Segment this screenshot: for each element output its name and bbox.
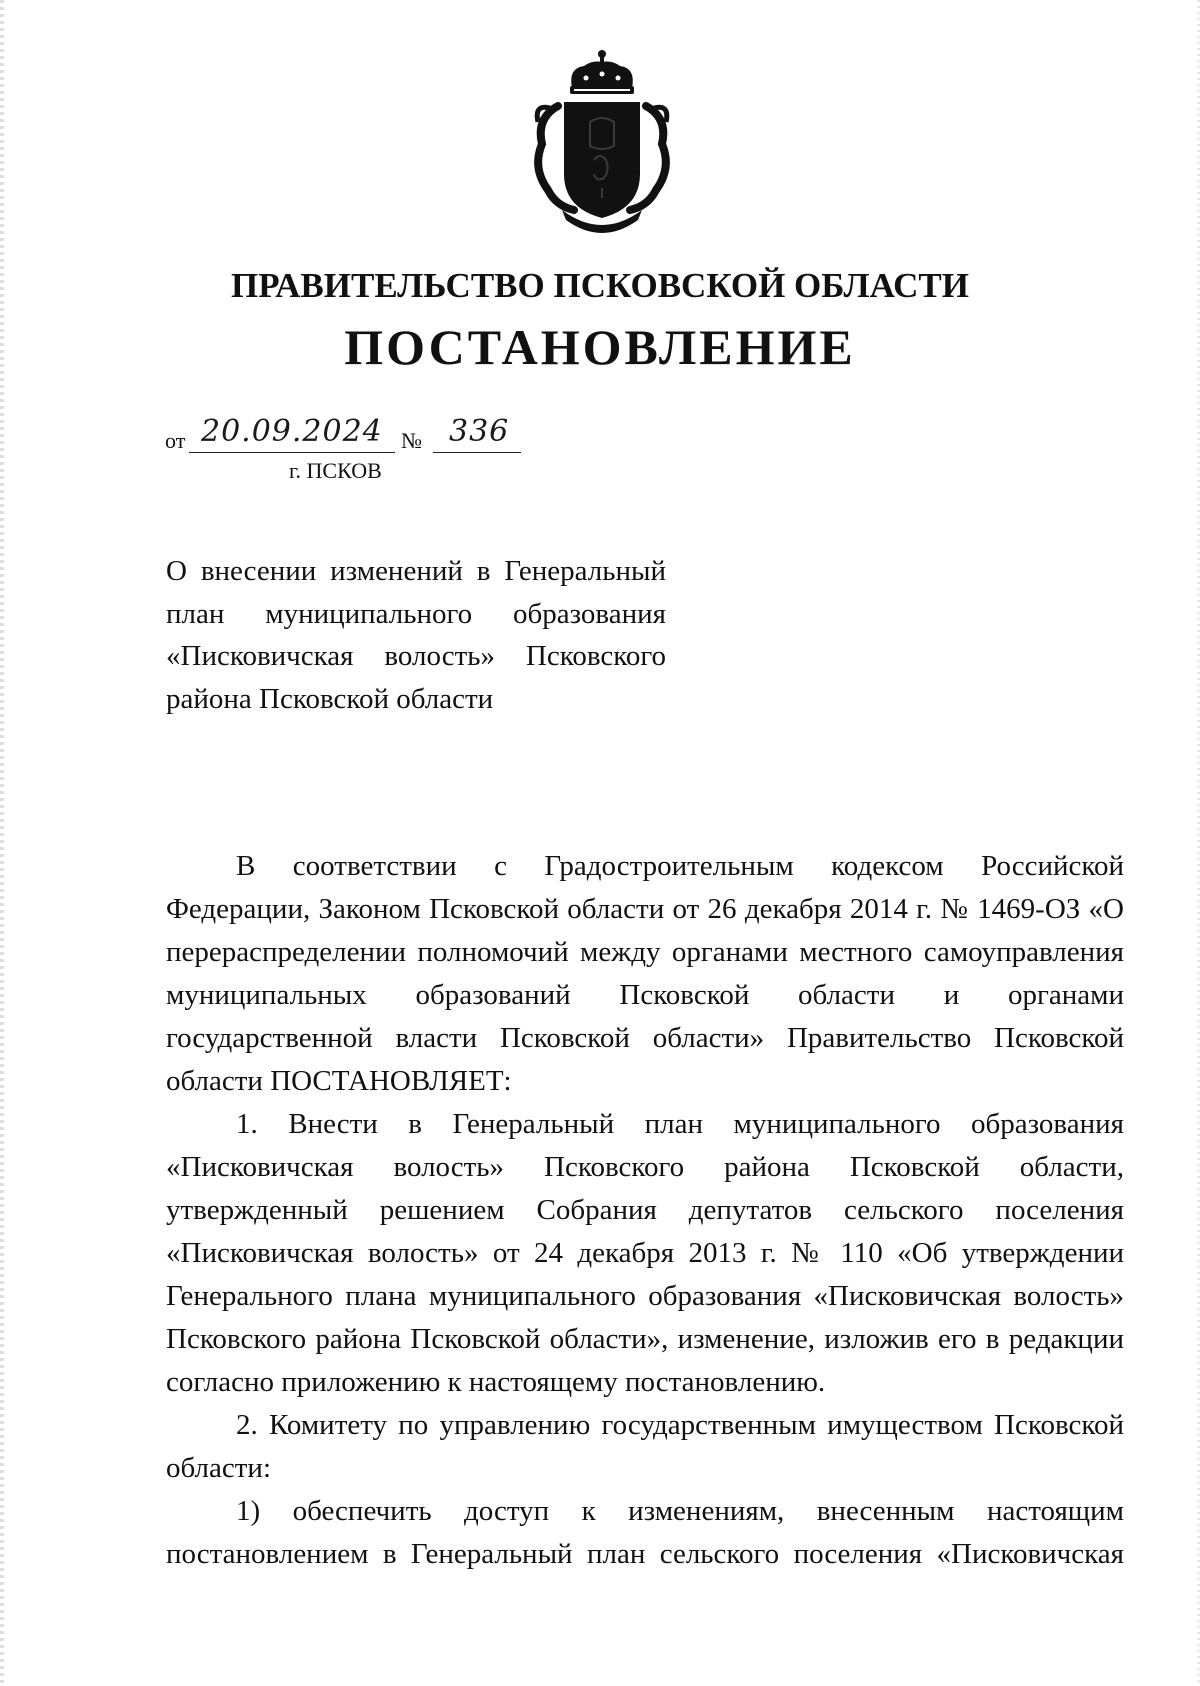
handwritten-date: 20.09.2024 xyxy=(201,414,383,449)
preamble-paragraph: В соответствии с Градостроительным кодексом Российской Федерации, Законом Псковской области от 26 декабря 2014 г. № 1469-ОЗ «О перераспределении полномочий между органами местного самоуправления муниципальных образований Псковской области и органами государственной власти Псковской области» Правительство Псковской области ПОСТАНОВЛЯЕТ: xyxy=(166,850,1124,1097)
date-underline xyxy=(189,452,395,453)
item-1-paragraph: 1. Внести в Генеральный план муниципального образования «Писковичская волость» Псковского района Псковской области, утвержденный решением Собрания депутатов сельского поселения «Писковичская волость» от 24 декабря 2013 г. № 110 «Об утверждении Генерального плана муниципального образования «Писковичская волость» Псковского района Псковской области», изменение, изложив его в редакции согласно приложению к настоящему постановлению. xyxy=(166,1108,1124,1398)
pskov-region-coat-of-arms-icon xyxy=(528,48,676,236)
document-type-title: ПОСТАНОВЛЕНИЕ xyxy=(344,319,856,375)
number-underline xyxy=(433,452,521,453)
document-subject: О внесении изменений в Генеральный план муниципального образования «Писковичская волость» Псковского района Псковской области xyxy=(166,555,666,715)
organization-title: ПРАВИТЕЛЬСТВО ПСКОВСКОЙ ОБЛАСТИ xyxy=(231,266,969,305)
item-2-paragraph: 2. Комитету по управлению государственным имуществом Псковской области: xyxy=(166,1409,1124,1484)
date-from-label: от xyxy=(165,428,186,453)
handwritten-number: 336 xyxy=(449,414,510,449)
city-label: г. ПСКОВ xyxy=(289,458,382,483)
document-body xyxy=(166,845,1124,1576)
number-label: № xyxy=(401,428,422,453)
scan-edge-left xyxy=(0,0,4,1686)
item-2-1-paragraph: 1) обеспечить доступ к изменениям, внесенным настоящим постановлением в Генеральный план сельского поселения «Писковичская xyxy=(166,1495,1124,1570)
